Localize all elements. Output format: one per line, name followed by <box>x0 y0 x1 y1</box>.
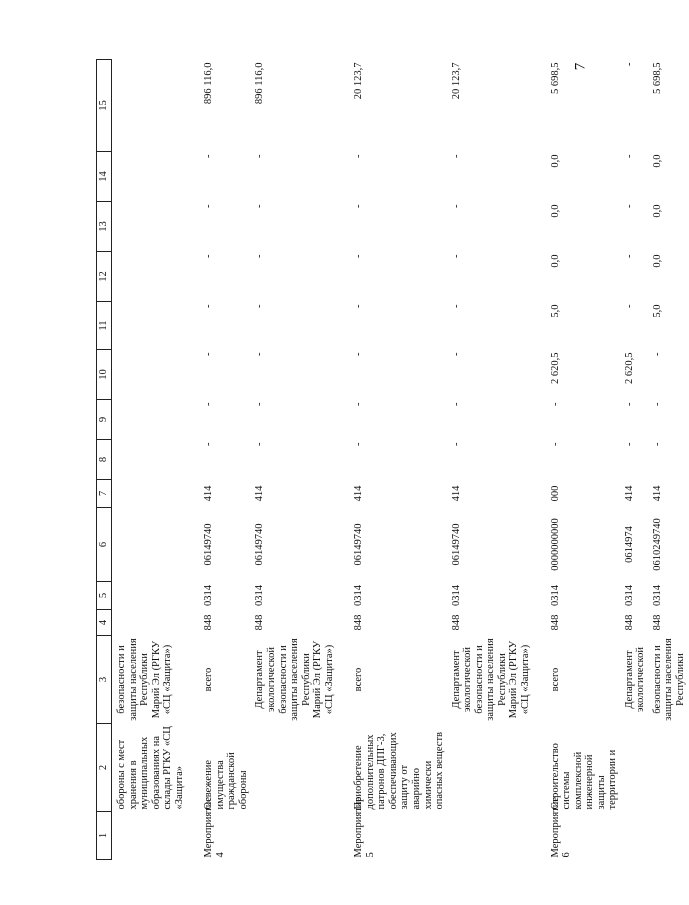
amount-cell: - <box>623 254 635 258</box>
column-header: 2 <box>97 724 112 812</box>
amount-cell: 0,0 <box>549 254 561 268</box>
section-code: 0314 <box>623 585 635 606</box>
column-header: 14 <box>97 152 112 202</box>
measure-label <box>448 812 534 860</box>
measure-description <box>448 724 534 812</box>
amount-cell: - <box>254 204 266 208</box>
amount-cell: - <box>651 402 663 406</box>
amount-cell: - <box>450 304 462 308</box>
budget-table <box>96 59 689 860</box>
amount-cell: 0,0 <box>651 204 663 218</box>
amount-cell: - <box>623 204 635 208</box>
column-header: 1 <box>97 812 112 860</box>
amount-cell: 2 620,5 <box>623 352 635 384</box>
amount-cell: - <box>549 402 561 406</box>
amount-cell: - <box>203 442 215 446</box>
column-header: 11 <box>97 302 112 350</box>
amount-cell: - <box>623 402 635 406</box>
amount-cell: 5 698,5 <box>651 62 663 94</box>
table-row <box>251 60 337 860</box>
table-row <box>187 60 251 860</box>
amount-cell: 2 620,5 <box>549 352 561 384</box>
amount-cell: - <box>353 402 365 406</box>
executor-cell: Департамент экологической <box>623 647 647 712</box>
amount-cell: 5,0 <box>651 304 663 318</box>
table-row <box>621 60 649 860</box>
amount-cell: - <box>450 442 462 446</box>
measure-description: Приобретение дополнительных патронов ДПГ-3, обеспечивающих защиту от аварийно химически опасных веществ <box>353 731 446 810</box>
amount-cell: - <box>450 154 462 158</box>
target-code: 06149740 <box>203 523 215 566</box>
target-code: 06149740 <box>254 523 266 566</box>
executor-cell: Департамент экологической безопасности и защиты населения Республики Марий Эл (РГКУ «СЦ «Защита») <box>450 638 531 721</box>
measure-label <box>251 812 337 860</box>
expense-code: 414 <box>623 485 635 502</box>
amount-cell: - <box>203 154 215 158</box>
amount-cell: 20 123,7 <box>353 62 365 100</box>
rotated-content <box>96 60 686 860</box>
grbs-code: 848 <box>254 614 266 631</box>
amount-cell: 5 698,5 <box>549 62 561 94</box>
measure-description: Освежение имущества гражданской обороны <box>203 752 249 810</box>
amount-cell: 0,0 <box>651 254 663 268</box>
amount-cell: - <box>623 154 635 158</box>
page-number: 7 <box>572 62 589 71</box>
target-code: 0610249740 <box>651 518 663 571</box>
amount-cell: - <box>450 254 462 258</box>
amount-cell: - <box>203 254 215 258</box>
grbs-code: 848 <box>450 614 462 631</box>
expense-code: 414 <box>450 485 462 502</box>
column-header: 4 <box>97 610 112 636</box>
measure-label <box>621 812 649 860</box>
amount-cell: - <box>450 352 462 356</box>
table-row <box>534 60 621 860</box>
amount-cell: - <box>623 442 635 446</box>
target-code: 0000000000 <box>549 518 561 571</box>
amount-cell: - <box>623 304 635 308</box>
amount-cell: - <box>254 154 266 158</box>
continuation-row <box>112 60 188 860</box>
header-row <box>97 60 112 860</box>
amount-cell: 20 123,7 <box>450 62 462 100</box>
column-header: 9 <box>97 400 112 440</box>
column-header: 6 <box>97 508 112 582</box>
measure-description <box>621 724 649 812</box>
amount-cell: - <box>353 204 365 208</box>
column-header: 15 <box>97 60 112 152</box>
executor-cell: Департамент экологической безопасности и защиты населения Республики Марий Эл (РГКУ «СЦ «Защита») <box>254 638 335 721</box>
amount-cell: - <box>203 352 215 356</box>
table-row <box>448 60 534 860</box>
section-code: 0314 <box>203 585 215 606</box>
measure-label: Мероприятие 6 <box>549 796 573 858</box>
expense-code: 000 <box>549 485 561 502</box>
amount-cell: - <box>254 352 266 356</box>
grbs-code: 848 <box>623 614 635 631</box>
amount-cell: - <box>450 204 462 208</box>
amount-cell: - <box>254 254 266 258</box>
target-code: 06149740 <box>450 523 462 566</box>
measure-description <box>649 724 689 812</box>
column-header: 5 <box>97 582 112 610</box>
measure-label: Мероприятие 5 <box>353 796 376 858</box>
expense-code: 414 <box>254 485 266 502</box>
column-header: 3 <box>97 636 112 724</box>
executor-cell: безопасности и защиты населения Республики <box>651 638 686 721</box>
section-code: 0314 <box>549 585 561 606</box>
amount-cell: 0,0 <box>549 154 561 168</box>
amount-cell: - <box>450 402 462 406</box>
amount-cell: - <box>353 154 365 158</box>
amount-cell: - <box>651 352 663 356</box>
amount-cell: 0,0 <box>549 204 561 218</box>
amount-cell: - <box>203 402 215 406</box>
amount-cell: - <box>623 62 635 66</box>
executor-cell: всего <box>353 667 365 692</box>
expense-code: 414 <box>651 485 663 502</box>
target-code: 06149740 <box>353 523 365 566</box>
column-header: 8 <box>97 440 112 480</box>
measure-label <box>649 812 689 860</box>
executor-cell: всего <box>203 667 215 692</box>
table-row <box>649 60 689 860</box>
amount-cell: 5,0 <box>549 304 561 318</box>
amount-cell: - <box>651 442 663 446</box>
amount-cell: - <box>353 254 365 258</box>
amount-cell: - <box>549 442 561 446</box>
section-code: 0314 <box>651 585 663 606</box>
table-row <box>337 60 447 860</box>
executor-cell: всего <box>549 667 561 692</box>
amount-cell: - <box>203 304 215 308</box>
amount-cell: - <box>254 304 266 308</box>
amount-cell: - <box>353 304 365 308</box>
measure-label: Мероприятие 4 <box>203 796 226 858</box>
amount-cell: 896 116,0 <box>203 62 215 105</box>
column-header: 10 <box>97 350 112 400</box>
amount-cell: - <box>254 402 266 406</box>
amount-cell: - <box>203 204 215 208</box>
column-header: 12 <box>97 252 112 302</box>
measure-description <box>251 724 337 812</box>
target-code: 0614974 <box>623 526 635 563</box>
amount-cell: 0,0 <box>651 154 663 168</box>
section-code: 0314 <box>353 585 365 606</box>
section-code: 0314 <box>450 585 462 606</box>
amount-cell: 896 116,0 <box>254 62 266 105</box>
expense-code: 414 <box>203 485 215 502</box>
grbs-code: 848 <box>651 614 663 631</box>
amount-cell: - <box>353 352 365 356</box>
amount-cell: - <box>254 442 266 446</box>
grbs-code: 848 <box>549 614 561 631</box>
section-code: 0314 <box>254 585 266 606</box>
measure-description: Строительство системы комплексной инженерной защиты территории и <box>549 743 619 810</box>
amount-cell: - <box>353 442 365 446</box>
expense-code: 414 <box>353 485 365 502</box>
executor-cell: безопасности и защиты населения Республики Марий Эл (РГКУ «СЦ «Защита») <box>116 638 174 721</box>
grbs-code: 848 <box>203 614 215 631</box>
column-header: 13 <box>97 202 112 252</box>
grbs-code: 848 <box>353 614 365 631</box>
measure-description: обороны с мест хранения в муниципальных образованиях на склады РГКУ «СЦ «Защита» <box>116 726 185 810</box>
column-header: 7 <box>97 480 112 508</box>
